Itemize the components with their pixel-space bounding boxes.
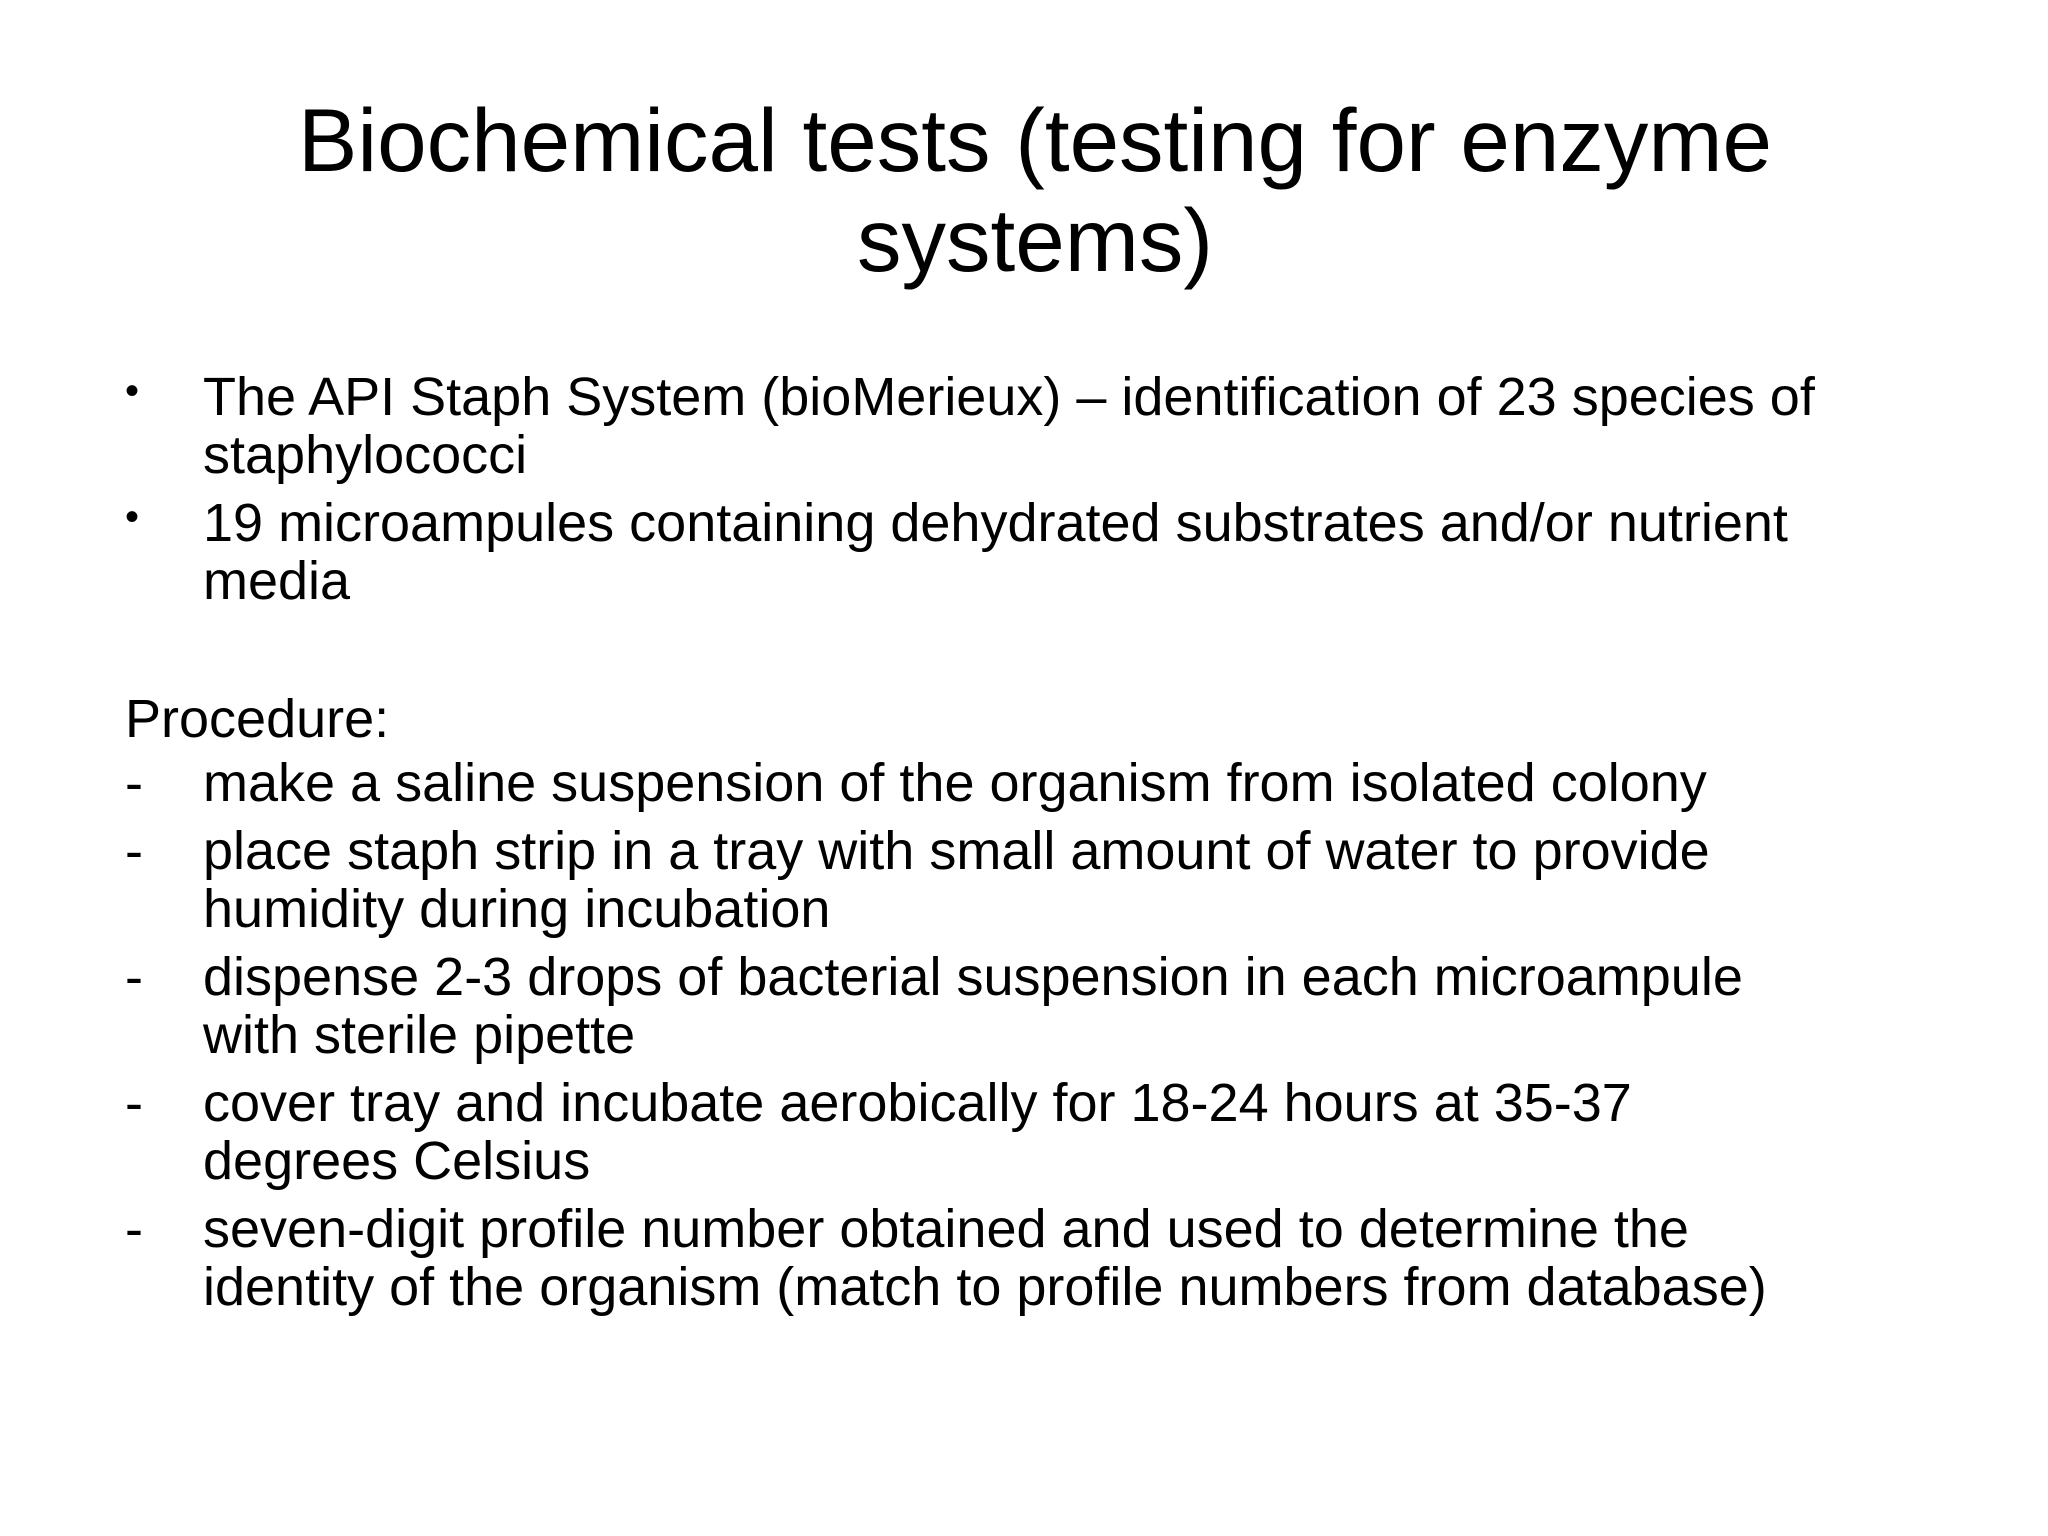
step-marker: -	[125, 821, 143, 881]
bullet-marker: •	[125, 369, 140, 413]
step-marker: -	[125, 753, 143, 813]
step-marker: -	[125, 1073, 143, 1133]
step-marker: -	[125, 947, 143, 1007]
step-text: place staph strip in a tray with small amount of water to provide humidity during incubation	[203, 821, 1710, 939]
bullet-marker: •	[125, 495, 140, 539]
bullet-text: The API Staph System (bioMerieux) – identification of 23 species of staphylococci	[203, 367, 1815, 485]
step-text: seven-digit profile number obtained and used to determine the identity of the organism (match to profile numbers from database)	[203, 1199, 1767, 1317]
step-marker: -	[125, 1199, 143, 1259]
procedure-heading: Procedure:	[125, 689, 390, 749]
step-text: make a saline suspension of the organism from isolated colony	[203, 753, 1707, 813]
step-text: dispense 2-3 drops of bacterial suspension in each microampule with sterile pipette	[203, 947, 1743, 1065]
slide-title: Biochemical tests (testing for enzyme systems)	[297, 90, 1773, 290]
bullet-text: 19 microampules containing dehydrated substrates and/or nutrient media	[203, 493, 1788, 611]
step-text: cover tray and incubate aerobically for 18-24 hours at 35-37 degrees Celsius	[203, 1073, 1632, 1191]
